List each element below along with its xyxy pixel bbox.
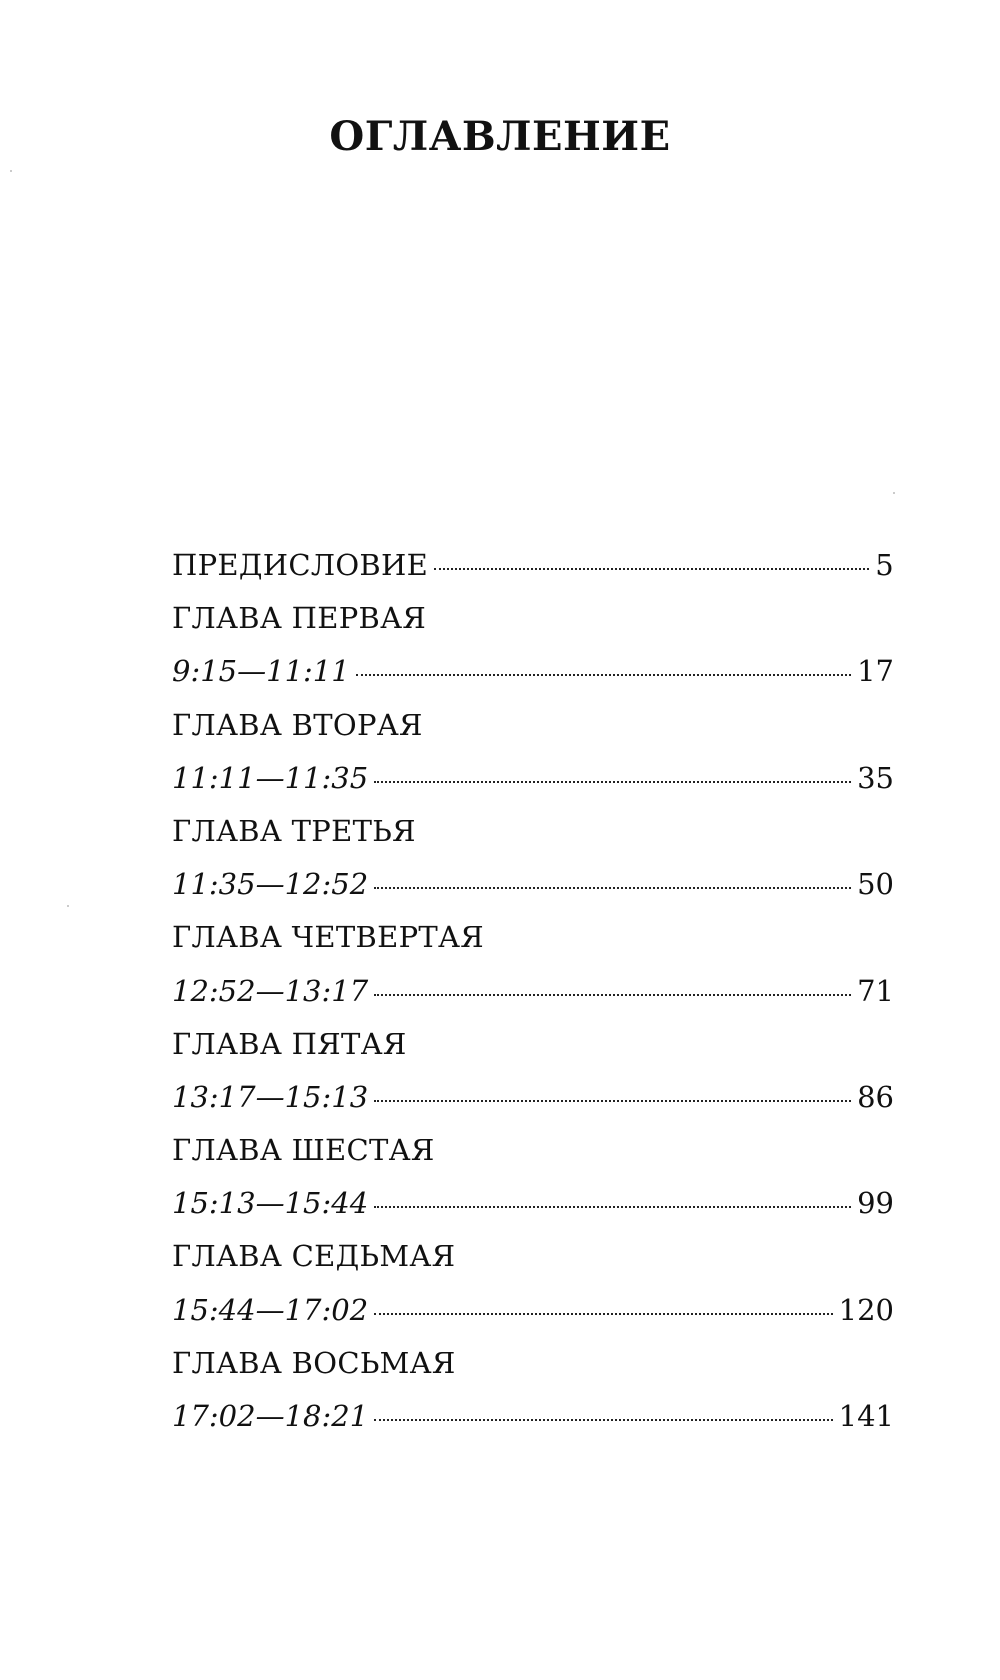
scan-speck	[67, 905, 69, 907]
toc-entry-chapter	[172, 1071, 894, 1124]
chapter-title: ГЛАВА ТРЕТЬЯ	[172, 813, 416, 848]
dot-leader	[434, 568, 869, 570]
chapter-heading	[172, 1124, 894, 1177]
toc-entry-chapter	[172, 1390, 894, 1443]
toc-entry-chapter	[172, 965, 894, 1018]
toc-page-number: 17	[857, 654, 894, 689]
chapter-title: ГЛАВА СЕДЬМАЯ	[172, 1239, 456, 1274]
toc-page-number: 120	[838, 1292, 894, 1327]
chapter-title: ГЛАВА ШЕСТАЯ	[172, 1133, 435, 1168]
chapter-heading	[172, 805, 894, 858]
chapter-time-range: 15:13—15:44	[172, 1186, 369, 1221]
toc-page-number: 50	[857, 867, 894, 902]
dot-leader	[374, 781, 851, 783]
chapter-heading	[172, 1018, 894, 1071]
chapter-time-range: 15:44—17:02	[172, 1292, 369, 1327]
chapter-heading	[172, 1337, 894, 1390]
toc-page-number: 141	[838, 1399, 894, 1433]
toc-page-number: 35	[857, 760, 894, 795]
dot-leader	[374, 1100, 851, 1102]
chapter-title: ГЛАВА ВТОРАЯ	[172, 707, 423, 742]
toc-page-number: 86	[857, 1079, 894, 1114]
chapter-title: ГЛАВА ПЯТАЯ	[172, 1026, 407, 1061]
scan-speck	[893, 492, 895, 494]
dot-leader	[374, 1313, 832, 1315]
chapter-title: ГЛАВА ВОСЬМАЯ	[172, 1345, 456, 1380]
dot-leader	[374, 1419, 832, 1421]
table-of-contents	[172, 539, 894, 1443]
chapter-heading	[172, 592, 894, 645]
chapter-time-range: 11:35—12:52	[172, 867, 369, 902]
toc-entry-chapter	[172, 1177, 894, 1230]
chapter-time-range: 9:15—11:11	[172, 654, 350, 689]
toc-page-number: 5	[875, 548, 894, 582]
chapter-time-range: 13:17—15:13	[172, 1079, 369, 1114]
toc-entry-preface	[172, 539, 894, 592]
dot-leader	[374, 887, 851, 889]
toc-entry-chapter	[172, 858, 894, 911]
dot-leader	[356, 674, 851, 676]
chapter-heading	[172, 699, 894, 752]
chapter-title: ГЛАВА ЧЕТВЕРТАЯ	[172, 920, 485, 955]
page-title: ОГЛАВЛЕНИЕ	[329, 113, 671, 160]
dot-leader	[374, 994, 851, 996]
toc-page-number: 71	[857, 973, 894, 1008]
chapter-time-range: 12:52—13:17	[172, 973, 369, 1008]
scan-speck	[10, 170, 12, 172]
chapter-heading	[172, 911, 894, 964]
toc-entry-chapter	[172, 645, 894, 698]
dot-leader	[374, 1206, 851, 1208]
toc-page-number: 99	[857, 1186, 894, 1221]
chapter-heading	[172, 1230, 894, 1283]
chapter-time-range: 11:11—11:35	[172, 760, 369, 795]
toc-entry-chapter	[172, 1284, 894, 1337]
toc-entry-label: ПРЕДИСЛОВИЕ	[172, 548, 429, 582]
toc-entry-chapter	[172, 752, 894, 805]
chapter-time-range: 17:02—18:21	[172, 1399, 369, 1433]
chapter-title: ГЛАВА ПЕРВАЯ	[172, 601, 427, 636]
